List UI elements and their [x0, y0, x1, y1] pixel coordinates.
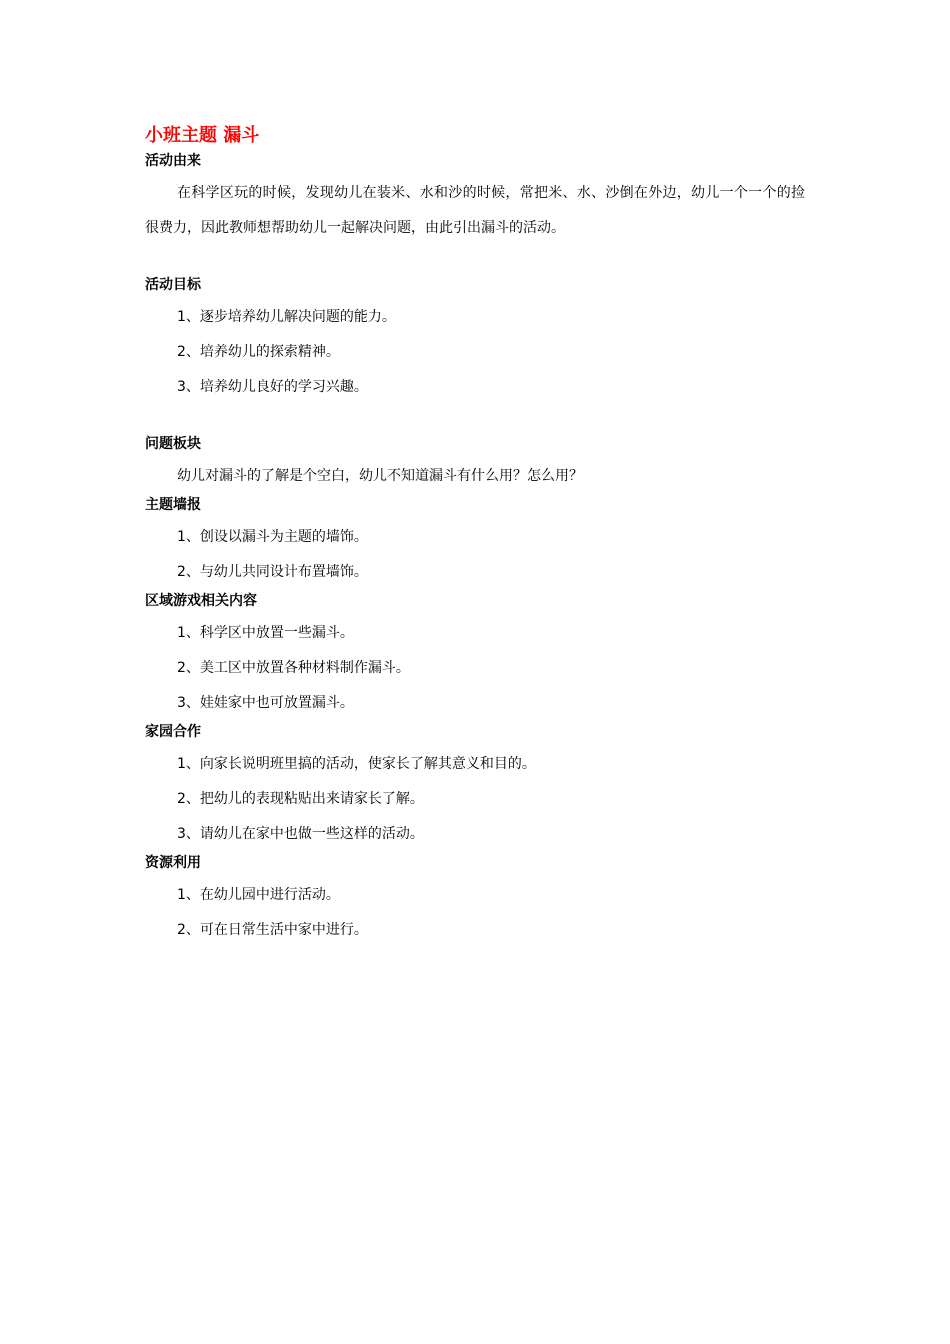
section-heading-area: 区域游戏相关内容 — [145, 593, 257, 609]
list-item: 1、向家长说明班里搞的活动，使家长了解其意义和目的。 — [177, 756, 536, 772]
list-item: 3、娃娃家中也可放置漏斗。 — [177, 695, 354, 711]
section-heading-goals: 活动目标 — [145, 277, 201, 293]
list-item: 2、美工区中放置各种材料制作漏斗。 — [177, 660, 410, 676]
list-item: 2、与幼儿共同设计布置墙饰。 — [177, 564, 368, 580]
document-body — [145, 122, 805, 948]
list-item: 2、可在日常生活中家中进行。 — [177, 922, 368, 938]
list-item: 2、培养幼儿的探索精神。 — [177, 344, 340, 360]
list-item: 3、请幼儿在家中也做一些这样的活动。 — [177, 826, 424, 842]
list-item: 1、逐步培养幼儿解决问题的能力。 — [177, 309, 396, 325]
document-title: 小班主题 漏斗 — [145, 125, 260, 146]
section-heading-resources: 资源利用 — [145, 855, 201, 871]
list-item: 2、把幼儿的表现粘贴出来请家长了解。 — [177, 791, 424, 807]
list-item: 3、培养幼儿良好的学习兴趣。 — [177, 379, 368, 395]
section-heading-origin: 活动由来 — [145, 153, 201, 169]
list-item: 1、在幼儿园中进行活动。 — [177, 887, 340, 903]
origin-paragraph: 在科学区玩的时候，发现幼儿在装米、水和沙的时候，常把米、水、沙倒在外边，幼儿一个一个的捡很费力，因此教师想帮助幼儿一起解决问题，由此引出漏斗的活动。 — [145, 185, 805, 236]
list-item: 1、创设以漏斗为主题的墙饰。 — [177, 529, 368, 545]
section-heading-home: 家园合作 — [145, 724, 201, 740]
section-heading-wall: 主题墙报 — [145, 497, 201, 513]
problem-paragraph: 幼儿对漏斗的了解是个空白，幼儿不知道漏斗有什么用？怎么用？ — [177, 468, 583, 484]
list-item: 1、科学区中放置一些漏斗。 — [177, 625, 354, 641]
section-heading-problem: 问题板块 — [145, 436, 201, 452]
